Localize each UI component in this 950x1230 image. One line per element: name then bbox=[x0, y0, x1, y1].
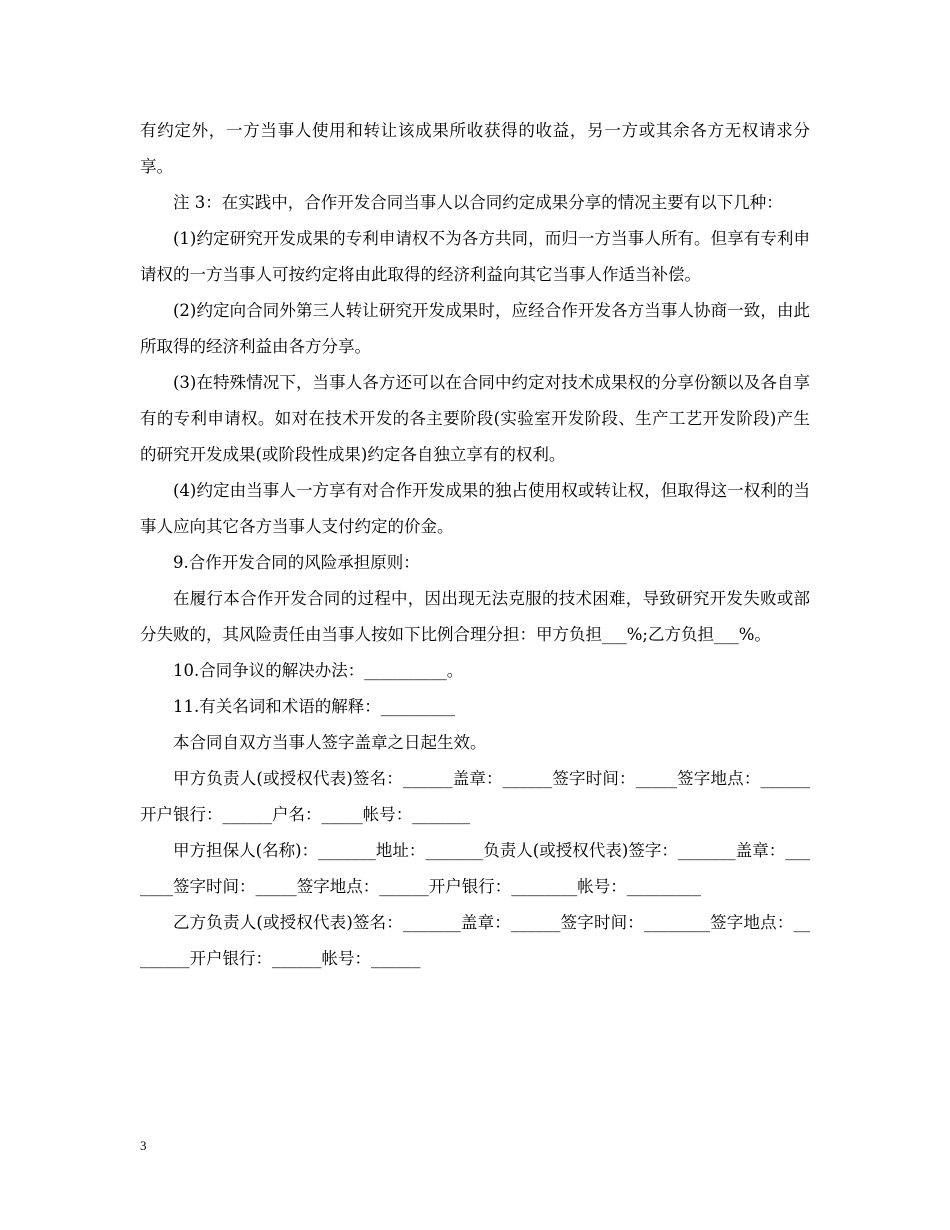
paragraph-effective: 本合同自双方当事人签字盖章之日起生效。 bbox=[173, 733, 487, 752]
paragraph-item-4: (4)约定由当事人一方享有对合作开发成果的独占使用权或转让权，但取得这一权利的当事人应向其它各方当事人支付约定的价金。 bbox=[140, 481, 810, 536]
paragraph-party-a-guarantor: 甲方担保人(名称)：_______地址：_______负责人(或授权代表)签字：_______盖章：_______签字时间：_____签字地点：______开户银行：________帐号：_________ bbox=[140, 841, 810, 896]
document-body bbox=[140, 113, 810, 977]
section-heading-11: 11.有关名词和术语的解释：_________ bbox=[173, 697, 455, 716]
paragraph-item-3: (3)在特殊情况下，当事人各方还可以在合同中约定对技术成果权的分享份额以及各自享有的专利申请权。如对在技术开发的各主要阶段(实验室开发阶段、生产工艺开发阶段)产生的研究开发成果(或阶段性成果)约定各自独立享有的权利。 bbox=[140, 373, 810, 464]
paragraph-note-3: 注 3：在实践中，合作开发合同当事人以合同约定成果分享的情况主要有以下几种： bbox=[173, 193, 783, 212]
section-heading-10: 10.合同争议的解决办法：__________。 bbox=[173, 661, 464, 680]
paragraph-party-a-signature: 甲方负责人(或授权代表)签名：______盖章：______签字时间：_____签字地点：______开户银行：______户名：_____帐号：_______ bbox=[140, 769, 810, 824]
section-heading-9: 9.合作开发合同的风险承担原则： bbox=[173, 553, 420, 572]
paragraph-risk-sharing: 在履行本合作开发合同的过程中，因出现无法克服的技术困难，导致研究开发失败或部分失败的，其风险责任由当事人按如下比例合理分担：甲方负担___%;乙方负担___%。 bbox=[140, 589, 810, 644]
page-number: 3 bbox=[140, 1138, 147, 1153]
paragraph-item-1: (1)约定研究开发成果的专利申请权不为各方共同，而归一方当事人所有。但享有专利申请权的一方当事人可按约定将由此取得的经济利益向其它当事人作适当补偿。 bbox=[140, 229, 810, 284]
paragraph-item-2: (2)约定向合同外第三人转让研究开发成果时，应经合作开发各方当事人协商一致，由此所取得的经济利益由各方分享。 bbox=[140, 301, 810, 356]
paragraph-party-b-signature: 乙方负责人(或授权代表)签名：_______盖章：______签字时间：________签字地点：________开户银行：______帐号：______ bbox=[140, 913, 810, 968]
paragraph-continued: 有约定外，一方当事人使用和转让该成果所收获得的收益，另一方或其余各方无权请求分享。 bbox=[140, 121, 810, 176]
